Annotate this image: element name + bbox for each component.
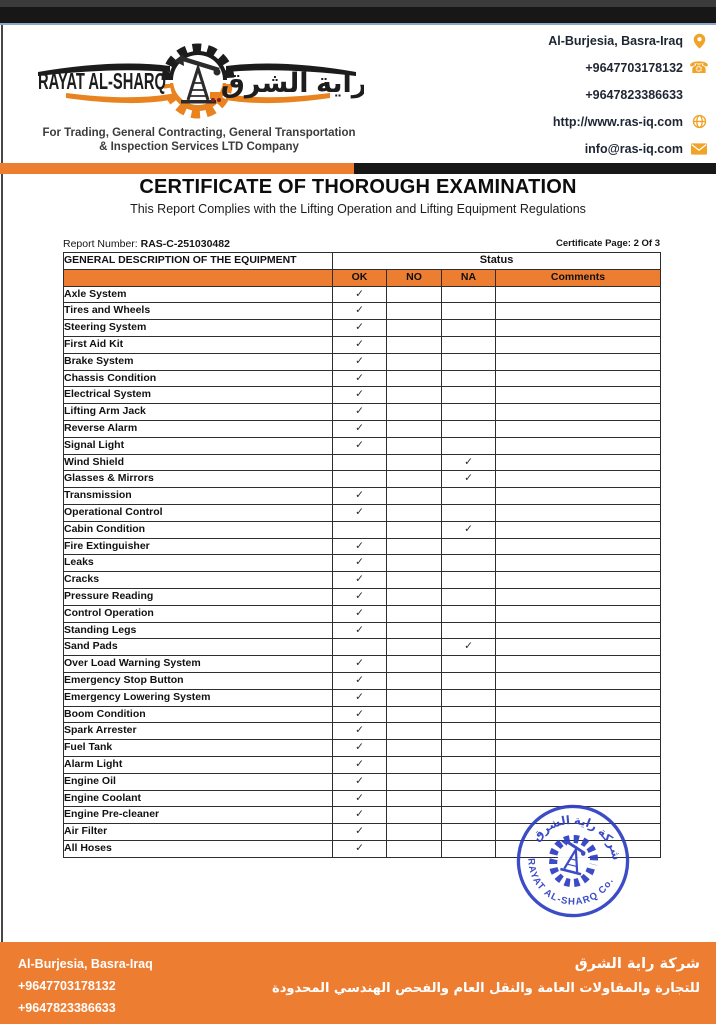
equipment-name: First Aid Kit xyxy=(64,336,333,353)
status-no-cell xyxy=(387,840,442,857)
comments-cell xyxy=(496,454,661,471)
equipment-name: Pressure Reading xyxy=(64,588,333,605)
comments-cell xyxy=(496,320,661,337)
status-ok-cell: ✓ xyxy=(333,740,387,757)
status-ok-cell: ✓ xyxy=(333,555,387,572)
status-na-cell xyxy=(442,387,496,404)
table-row xyxy=(64,370,661,387)
company-tagline xyxy=(18,127,380,154)
contact-phone1: +9647703178132 xyxy=(585,60,683,75)
status-ok-cell xyxy=(333,639,387,656)
status-na-cell xyxy=(442,756,496,773)
col-header-blank xyxy=(64,269,333,286)
equipment-name: Steering System xyxy=(64,320,333,337)
status-ok-cell: ✓ xyxy=(333,689,387,706)
comments-cell xyxy=(496,656,661,673)
equipment-name: Emergency Lowering System xyxy=(64,689,333,706)
status-na-cell xyxy=(442,672,496,689)
status-ok-cell: ✓ xyxy=(333,756,387,773)
comments-cell xyxy=(496,672,661,689)
status-ok-cell xyxy=(333,521,387,538)
status-no-cell xyxy=(387,824,442,841)
table-row xyxy=(64,471,661,488)
status-no-cell xyxy=(387,672,442,689)
status-ok-cell: ✓ xyxy=(333,588,387,605)
status-na-cell xyxy=(442,572,496,589)
equipment-name: Reverse Alarm xyxy=(64,420,333,437)
table-row xyxy=(64,420,661,437)
status-na-cell xyxy=(442,303,496,320)
status-ok-cell: ✓ xyxy=(333,773,387,790)
equipment-name: Axle System xyxy=(64,286,333,303)
status-no-cell xyxy=(387,773,442,790)
status-no-cell xyxy=(387,488,442,505)
page-title: CERTIFICATE OF THOROUGH EXAMINATION xyxy=(139,176,577,198)
report-info-row xyxy=(63,238,660,250)
status-na-cell xyxy=(442,790,496,807)
contact-email-row xyxy=(478,135,708,162)
location-pin-icon xyxy=(690,33,708,49)
status-na-cell: ✓ xyxy=(442,471,496,488)
status-ok-cell xyxy=(333,471,387,488)
table-row xyxy=(64,639,661,656)
status-no-cell xyxy=(387,336,442,353)
equipment-name: Alarm Light xyxy=(64,756,333,773)
equipment-name: Chassis Condition xyxy=(64,370,333,387)
status-no-cell xyxy=(387,790,442,807)
equipment-name: Fuel Tank xyxy=(64,740,333,757)
table-row xyxy=(64,723,661,740)
status-ok-cell: ✓ xyxy=(333,303,387,320)
table-row xyxy=(64,689,661,706)
comments-cell xyxy=(496,286,661,303)
status-na-cell xyxy=(442,689,496,706)
logo-graphic xyxy=(30,28,364,128)
status-na-cell xyxy=(442,588,496,605)
equipment-name: Boom Condition xyxy=(64,706,333,723)
equipment-name: Lifting Arm Jack xyxy=(64,404,333,421)
comments-cell xyxy=(496,336,661,353)
status-na-cell xyxy=(442,420,496,437)
status-na-cell xyxy=(442,807,496,824)
footer-company-name-ar: شركة راية الشرق xyxy=(574,956,700,972)
table-row xyxy=(64,504,661,521)
status-no-cell xyxy=(387,588,442,605)
table-row xyxy=(64,387,661,404)
table-row xyxy=(64,538,661,555)
equipment-name: Tires and Wheels xyxy=(64,303,333,320)
table-row xyxy=(64,773,661,790)
footer-contact-block xyxy=(18,953,153,1019)
table-row xyxy=(64,605,661,622)
equipment-name: Engine Oil xyxy=(64,773,333,790)
page-footer xyxy=(0,942,716,1024)
table-row xyxy=(64,488,661,505)
status-na-cell xyxy=(442,504,496,521)
table-row xyxy=(64,555,661,572)
status-na-cell xyxy=(442,555,496,572)
stamp-text-english: RAYAT AL-SHARQ Co. xyxy=(525,857,617,908)
status-no-cell xyxy=(387,320,442,337)
status-na-cell xyxy=(442,538,496,555)
comments-cell xyxy=(496,437,661,454)
equipment-table-body xyxy=(64,286,661,857)
contact-phone1-row xyxy=(478,54,708,81)
col-header-na: NA xyxy=(442,269,496,286)
status-na-cell xyxy=(442,622,496,639)
comments-cell xyxy=(496,773,661,790)
equipment-name: Cabin Condition xyxy=(64,521,333,538)
equipment-name: All Hoses xyxy=(64,840,333,857)
status-no-cell xyxy=(387,622,442,639)
status-ok-cell: ✓ xyxy=(333,723,387,740)
equipment-name: Leaks xyxy=(64,555,333,572)
logo-name-en: RAYAT AL-SHARQ xyxy=(38,68,166,94)
status-na-cell xyxy=(442,824,496,841)
comments-cell xyxy=(496,538,661,555)
header-top-band xyxy=(0,7,716,25)
status-ok-cell: ✓ xyxy=(333,437,387,454)
equipment-name: Glasses & Mirrors xyxy=(64,471,333,488)
status-no-cell xyxy=(387,437,442,454)
status-no-cell xyxy=(387,353,442,370)
comments-cell xyxy=(496,488,661,505)
envelope-icon xyxy=(690,143,708,155)
equipment-name: Transmission xyxy=(64,488,333,505)
table-row xyxy=(64,672,661,689)
comments-cell xyxy=(496,588,661,605)
table-row xyxy=(64,353,661,370)
status-no-cell xyxy=(387,639,442,656)
equipment-name: Electrical System xyxy=(64,387,333,404)
status-na-cell: ✓ xyxy=(442,639,496,656)
status-ok-cell xyxy=(333,454,387,471)
table-row xyxy=(64,622,661,639)
tagline-line2: & Inspection Services LTD Company xyxy=(99,140,299,153)
status-na-cell xyxy=(442,773,496,790)
comments-cell xyxy=(496,555,661,572)
status-ok-cell: ✓ xyxy=(333,605,387,622)
phone-icon: ☎ xyxy=(689,57,709,77)
status-no-cell xyxy=(387,521,442,538)
contact-website: http://www.ras-iq.com xyxy=(552,114,683,129)
status-no-cell xyxy=(387,706,442,723)
status-ok-cell: ✓ xyxy=(333,807,387,824)
contact-address: Al-Burjesia, Basra-Iraq xyxy=(548,33,683,48)
status-no-cell xyxy=(387,471,442,488)
equipment-name: Engine Coolant xyxy=(64,790,333,807)
table-row xyxy=(64,706,661,723)
contact-website-row xyxy=(478,108,708,135)
status-no-cell xyxy=(387,740,442,757)
divider-black-segment xyxy=(354,163,716,174)
status-na-cell xyxy=(442,656,496,673)
contact-phone2: +9647823386633 xyxy=(585,87,683,102)
status-ok-cell: ✓ xyxy=(333,840,387,857)
status-ok-cell: ✓ xyxy=(333,370,387,387)
footer-company-desc-ar: للتجارة والمقاولات العامة والنقل العام والفحص الهندسي المحدودة xyxy=(272,981,700,996)
status-na-cell xyxy=(442,488,496,505)
status-ok-cell: ✓ xyxy=(333,672,387,689)
status-ok-cell: ✓ xyxy=(333,504,387,521)
comments-cell xyxy=(496,622,661,639)
comments-cell xyxy=(496,605,661,622)
table-row xyxy=(64,454,661,471)
table-row xyxy=(64,336,661,353)
contact-address-row xyxy=(478,27,708,54)
globe-icon xyxy=(690,114,708,129)
status-ok-cell: ✓ xyxy=(333,622,387,639)
status-no-cell xyxy=(387,656,442,673)
table-header-row-2 xyxy=(64,269,661,286)
status-na-cell xyxy=(442,723,496,740)
equipment-name: Air Filter xyxy=(64,824,333,841)
status-na-cell xyxy=(442,740,496,757)
status-no-cell xyxy=(387,504,442,521)
certificate-page-label: Certificate Page: 2 Of 3 xyxy=(555,238,660,249)
equipment-name: Emergency Stop Button xyxy=(64,672,333,689)
equipment-name: Spark Arrester xyxy=(64,723,333,740)
status-no-cell xyxy=(387,555,442,572)
status-ok-cell: ✓ xyxy=(333,404,387,421)
comments-cell xyxy=(496,756,661,773)
report-number xyxy=(63,238,230,250)
status-no-cell xyxy=(387,420,442,437)
status-na-cell xyxy=(442,286,496,303)
status-na-cell xyxy=(442,370,496,387)
equipment-table xyxy=(63,252,661,858)
comments-cell xyxy=(496,639,661,656)
contact-email: info@ras-iq.com xyxy=(584,141,683,156)
status-no-cell xyxy=(387,404,442,421)
status-no-cell xyxy=(387,538,442,555)
status-no-cell xyxy=(387,605,442,622)
status-ok-cell: ✓ xyxy=(333,320,387,337)
status-no-cell xyxy=(387,286,442,303)
report-number-value: RAS-C-251030482 xyxy=(140,238,230,250)
comments-cell xyxy=(496,521,661,538)
equipment-name: Fire Extinguisher xyxy=(64,538,333,555)
equipment-name: Sand Pads xyxy=(64,639,333,656)
equipment-name: Brake System xyxy=(64,353,333,370)
stamp-text-arabic: شركة راية الشرق xyxy=(529,812,625,862)
window-top-strip xyxy=(0,0,716,7)
status-ok-cell: ✓ xyxy=(333,387,387,404)
col-header-comments: Comments xyxy=(496,269,661,286)
footer-address: Al-Burjesia, Basra-Iraq xyxy=(18,957,153,971)
equipment-name: Wind Shield xyxy=(64,454,333,471)
status-ok-cell: ✓ xyxy=(333,488,387,505)
comments-cell xyxy=(496,471,661,488)
table-row xyxy=(64,437,661,454)
table-row xyxy=(64,572,661,589)
comments-cell xyxy=(496,723,661,740)
status-no-cell xyxy=(387,807,442,824)
col-header-ok: OK xyxy=(333,269,387,286)
equipment-name: Over Load Warning System xyxy=(64,656,333,673)
company-stamp xyxy=(514,802,632,920)
comments-cell xyxy=(496,572,661,589)
table-row xyxy=(64,588,661,605)
status-ok-cell: ✓ xyxy=(333,656,387,673)
contact-phone2-row xyxy=(478,81,708,108)
equipment-name: Cracks xyxy=(64,572,333,589)
status-na-cell xyxy=(442,605,496,622)
status-na-cell xyxy=(442,353,496,370)
footer-phone1: +9647703178132 xyxy=(18,979,116,993)
table-header-row-1 xyxy=(64,253,661,270)
report-number-label: Report Number: xyxy=(63,238,141,250)
comments-cell xyxy=(496,504,661,521)
equipment-name: Engine Pre-cleaner xyxy=(64,807,333,824)
status-ok-cell: ✓ xyxy=(333,706,387,723)
status-na-cell: ✓ xyxy=(442,454,496,471)
table-row xyxy=(64,740,661,757)
table-row xyxy=(64,404,661,421)
status-no-cell xyxy=(387,303,442,320)
col-header-no: NO xyxy=(387,269,442,286)
status-na-cell xyxy=(442,404,496,421)
company-logo xyxy=(30,28,364,128)
status-na-cell xyxy=(442,437,496,454)
table-row xyxy=(64,521,661,538)
comments-cell xyxy=(496,353,661,370)
logo-name-ar: راية الشرق xyxy=(220,68,364,98)
equipment-name: Signal Light xyxy=(64,437,333,454)
divider-orange-segment xyxy=(0,163,354,174)
status-ok-cell: ✓ xyxy=(333,353,387,370)
comments-cell xyxy=(496,303,661,320)
status-no-cell xyxy=(387,370,442,387)
table-row xyxy=(64,286,661,303)
status-ok-cell: ✓ xyxy=(333,824,387,841)
status-na-cell xyxy=(442,840,496,857)
comments-cell xyxy=(496,387,661,404)
page-subtitle: This Report Complies with the Lifting Operation and Lifting Equipment Regulations xyxy=(130,202,586,216)
footer-company-arabic xyxy=(272,952,700,1000)
header-contact-block xyxy=(478,27,708,162)
status-ok-cell: ✓ xyxy=(333,790,387,807)
table-row xyxy=(64,320,661,337)
table-row xyxy=(64,303,661,320)
status-na-cell xyxy=(442,706,496,723)
status-na-cell xyxy=(442,320,496,337)
status-ok-cell: ✓ xyxy=(333,538,387,555)
header-divider-band xyxy=(0,163,716,174)
tagline-line1: For Trading, General Contracting, General Transportation xyxy=(42,127,356,139)
table-row xyxy=(64,656,661,673)
status-ok-cell: ✓ xyxy=(333,286,387,303)
status-no-cell xyxy=(387,454,442,471)
comments-cell xyxy=(496,689,661,706)
status-ok-cell: ✓ xyxy=(333,336,387,353)
comments-cell xyxy=(496,706,661,723)
col-header-equipment: GENERAL DESCRIPTION OF THE EQUIPMENT xyxy=(64,253,333,270)
status-no-cell xyxy=(387,689,442,706)
col-header-status: Status xyxy=(333,253,661,270)
status-no-cell xyxy=(387,572,442,589)
status-ok-cell: ✓ xyxy=(333,420,387,437)
footer-phone2: +9647823386633 xyxy=(18,1001,116,1015)
comments-cell xyxy=(496,740,661,757)
status-na-cell xyxy=(442,336,496,353)
table-row xyxy=(64,756,661,773)
status-no-cell xyxy=(387,387,442,404)
equipment-name: Control Operation xyxy=(64,605,333,622)
status-no-cell xyxy=(387,723,442,740)
comments-cell xyxy=(496,404,661,421)
comments-cell xyxy=(496,370,661,387)
status-na-cell: ✓ xyxy=(442,521,496,538)
status-ok-cell: ✓ xyxy=(333,572,387,589)
comments-cell xyxy=(496,420,661,437)
equipment-name: Operational Control xyxy=(64,504,333,521)
status-no-cell xyxy=(387,756,442,773)
equipment-name: Standing Legs xyxy=(64,622,333,639)
